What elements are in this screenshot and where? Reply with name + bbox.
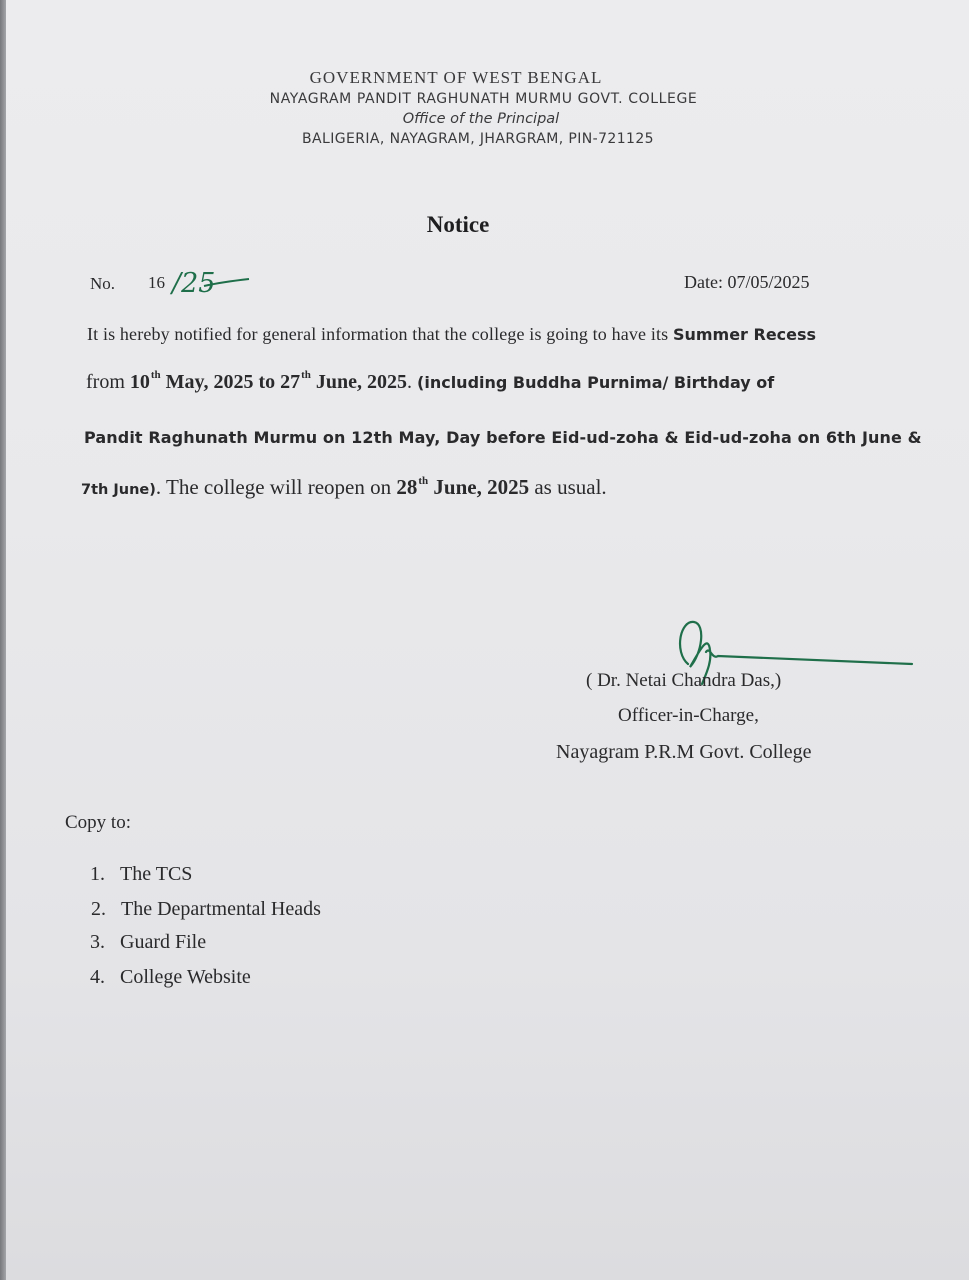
notice-date: Date: 07/05/2025: [684, 272, 810, 292]
list-item: [91, 898, 321, 921]
signatory-designation: Officer-in-Charge,: [618, 705, 759, 726]
list-item-number: 4.: [90, 966, 105, 988]
handwritten-underline: [202, 276, 252, 292]
start-day-suffix: th: [150, 369, 161, 381]
notice-title: Notice: [426, 212, 490, 237]
notice-number-handwritten: /25: [172, 268, 216, 299]
copy-to-list: [90, 863, 321, 989]
header-college: NAYAGRAM PANDIT RAGHUNATH MURMU GOVT. COLLEGE: [269, 91, 698, 107]
holiday-note-end: 7th June): [81, 482, 156, 498]
list-item: [90, 931, 321, 954]
list-item: [90, 863, 321, 886]
body-line-2: [86, 369, 774, 394]
notice-page: [6, 0, 969, 1280]
list-item-text: Guard File: [120, 931, 207, 953]
body-line-1-text: It is hereby notified for general information that the college is going to have its: [87, 324, 673, 344]
reopen-day: 28: [396, 475, 418, 499]
signatory-college: Nayagram P.R.M Govt. College: [556, 741, 812, 763]
end-day-suffix: th: [301, 369, 311, 381]
body-line-1: [87, 324, 816, 345]
list-item-number: 1.: [90, 863, 105, 885]
reopen-end: as usual.: [529, 475, 607, 499]
body-line-3: Pandit Raghunath Murmu on 12th May, Day before Eid-ud-zoha & Eid-ud-zoha on 6th June &: [84, 428, 922, 447]
from-word: from: [86, 371, 130, 393]
holiday-note-start: (including Buddha Purnima/ Birthday of: [417, 373, 775, 392]
start-month: May, 2025 to 27: [160, 371, 301, 393]
header-government: GOVERNMENT OF WEST BENGAL: [309, 68, 603, 87]
notice-number-printed: 16: [148, 273, 165, 292]
list-item-text: College Website: [120, 966, 251, 988]
list-item: [90, 966, 321, 989]
list-item-text: The TCS: [120, 863, 193, 885]
reopen-text: . The college will reopen on: [155, 475, 397, 499]
header-address: BALIGERIA, NAYAGRAM, JHARGRAM, PIN-721125: [302, 131, 654, 147]
list-item-text: The Departmental Heads: [121, 898, 321, 920]
start-day: 10: [129, 371, 150, 393]
body-line-4: [81, 475, 607, 500]
list-item-number: 2.: [91, 898, 106, 920]
signatory-name: ( Dr. Netai Chandra Das,): [586, 670, 782, 691]
header-office: Office of the Principal: [402, 111, 560, 127]
reopen-date: June, 2025: [428, 475, 530, 499]
list-item-number: 3.: [90, 931, 105, 953]
notice-number-label: No.: [90, 274, 116, 293]
copy-to-label: Copy to:: [65, 812, 131, 833]
line-2-dot: .: [407, 371, 418, 393]
summer-recess-label: Summer Recess: [672, 325, 817, 344]
reopen-day-suffix: th: [418, 475, 429, 487]
end-month: June, 2025: [310, 371, 408, 393]
